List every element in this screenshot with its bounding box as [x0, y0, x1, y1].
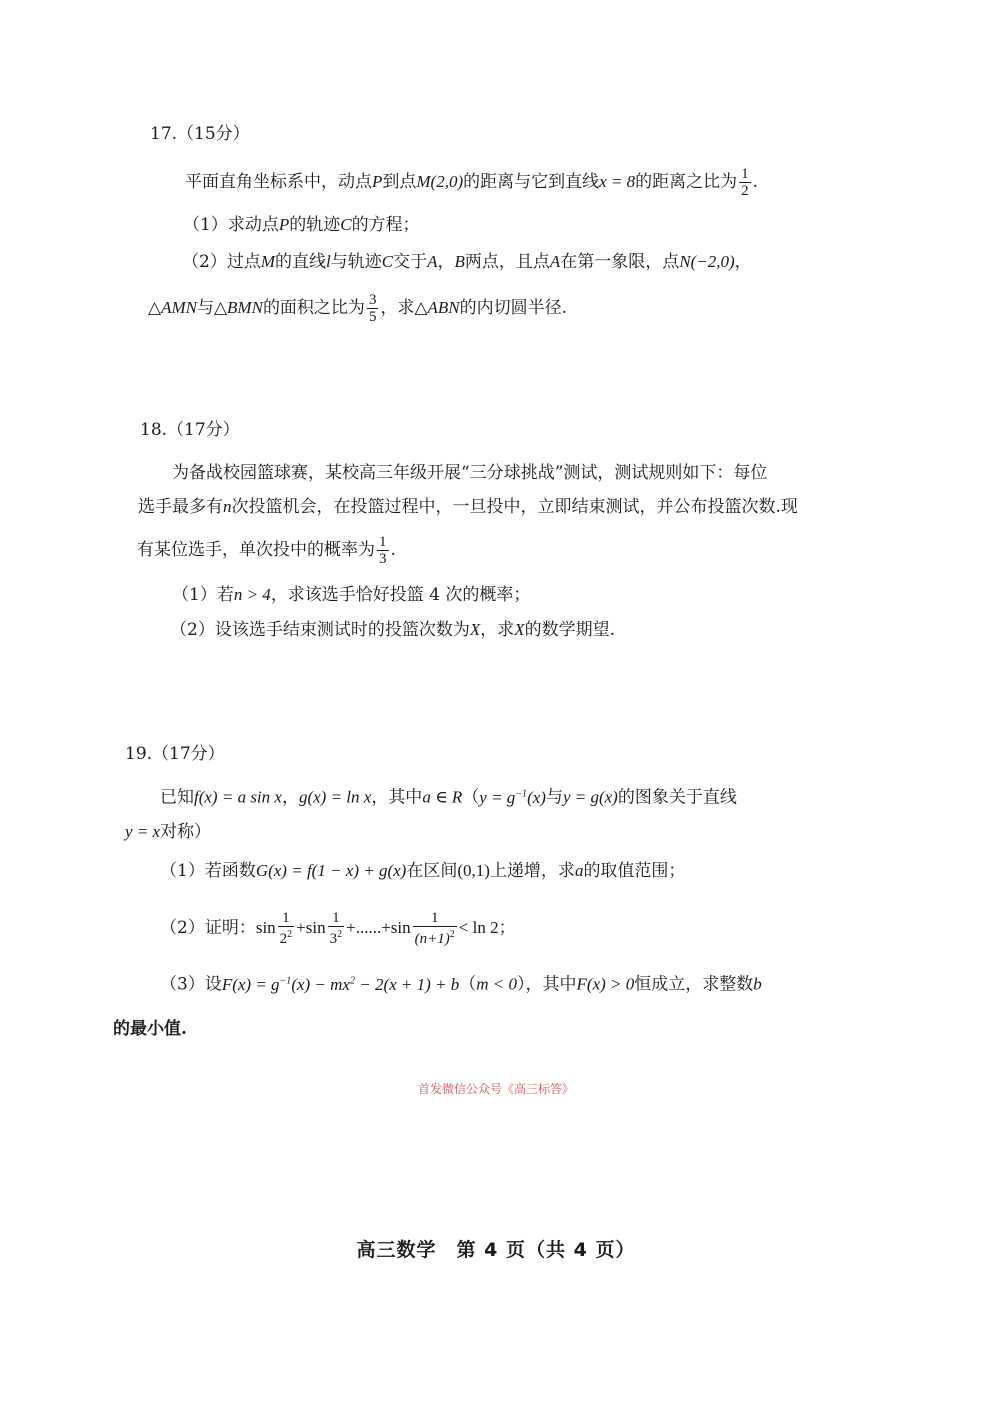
- q18-part1: [172, 583, 530, 607]
- text: 的取值范围；: [583, 861, 686, 881]
- text: 的数学期望.: [524, 620, 616, 640]
- text: （2）证明：: [160, 918, 256, 938]
- math-b: b: [753, 974, 762, 994]
- text: 的方程；: [351, 215, 420, 235]
- text: 到点: [382, 172, 417, 192]
- text: （3）设: [160, 974, 222, 995]
- text: （2）过点: [182, 252, 261, 272]
- watermark: 首发微信公众号《高三标答》: [417, 1082, 574, 1096]
- q19-line1: [160, 782, 737, 810]
- math-inverse: [479, 788, 546, 807]
- text: .: [390, 540, 396, 560]
- q17-heading: 17.（15分）: [150, 124, 250, 144]
- q17-part1: [183, 213, 420, 237]
- text: 的距离之比为: [635, 172, 738, 192]
- q19-part1: [160, 859, 685, 883]
- q17-part2: [182, 250, 752, 274]
- q18-line3: [137, 534, 396, 567]
- math-A: A: [427, 252, 438, 271]
- math-Fx: [222, 975, 459, 994]
- text: 的距离与它到直线: [463, 172, 600, 192]
- text: 已知: [160, 787, 194, 808]
- fraction-1-over-3-sq: [328, 910, 345, 947]
- plus-sign: +: [296, 918, 306, 937]
- text: 与轨迹: [330, 252, 382, 272]
- text: 平面直角坐标系中，动点: [185, 172, 372, 192]
- math-A: A: [549, 252, 561, 271]
- text: 选手最多有: [138, 497, 223, 517]
- text: ，: [281, 787, 299, 808]
- math-tri-bmn: △BMN: [213, 298, 263, 317]
- numerator: 1: [328, 910, 345, 927]
- math-C: C: [340, 215, 352, 234]
- text: 的图象关于直线: [617, 787, 737, 808]
- math-P: P: [372, 172, 383, 191]
- text: (x): [527, 787, 546, 807]
- text: （1）求动点: [183, 215, 279, 235]
- text: ），其中: [517, 974, 577, 995]
- superscript: 2: [287, 929, 293, 940]
- fraction-half: [739, 166, 751, 199]
- numerator: 1: [278, 910, 295, 927]
- text: ，求该选手恰好投篮 4 次的概率；: [270, 585, 531, 605]
- text: y = g: [479, 787, 516, 807]
- text: F(x) = g: [221, 974, 280, 994]
- text: ，求: [380, 298, 415, 318]
- den-base: 3: [329, 931, 338, 947]
- den-base: (n+1): [414, 931, 450, 947]
- text: 交于: [393, 252, 428, 272]
- q18-heading: 18.（17分）: [140, 420, 240, 440]
- numerator: 3: [368, 292, 377, 308]
- math-tri-amn: △AMN: [148, 298, 197, 317]
- math-y-eq-x: y = x: [125, 822, 161, 841]
- numerator: 1: [741, 166, 749, 182]
- math-lt-ln2: < ln 2: [458, 918, 499, 937]
- denominator: 2: [741, 183, 749, 199]
- text: （: [462, 787, 480, 808]
- fraction-1-over-2-sq: [278, 910, 295, 947]
- numerator: 1: [379, 534, 387, 550]
- text: 在第一象限，点: [560, 252, 680, 272]
- text: − 2(x + 1) + b: [354, 974, 460, 994]
- text: 的内切圆半径.: [459, 298, 568, 318]
- q18-line2: [138, 495, 798, 519]
- sin-label: sin: [305, 918, 326, 937]
- q19-last-line: 的最小值.: [113, 1019, 187, 1039]
- numerator: 1: [413, 910, 457, 927]
- sin-label: sin: [390, 918, 411, 937]
- denominator: [328, 927, 345, 947]
- q19-line2: [125, 820, 211, 844]
- text: .: [752, 172, 759, 192]
- denominator: 3: [379, 551, 387, 567]
- superscript: 2: [337, 929, 343, 940]
- text: ，: [437, 252, 455, 272]
- text: 的轨迹: [289, 215, 341, 235]
- text: (x) − mx: [291, 974, 350, 994]
- math-M: M(2,0): [416, 172, 464, 191]
- text: 上递增，求: [489, 861, 575, 881]
- math-l: l: [326, 252, 331, 271]
- text: 的直线: [275, 252, 326, 272]
- math-X: X: [514, 620, 525, 639]
- math-n: n: [223, 497, 232, 516]
- denominator: [413, 927, 457, 947]
- sin-label: sin: [255, 918, 276, 937]
- text: 次投篮机会，在投篮过程中，一旦投中，立即结束测试，并公布投篮次数.现: [231, 497, 798, 517]
- math-Gx: G(x) = f(1 − x) + g(x): [255, 861, 407, 880]
- superscript: −1: [279, 975, 292, 986]
- text: 的面积之比为: [262, 298, 365, 318]
- text: ，其中: [371, 787, 423, 808]
- superscript: −1: [515, 788, 528, 799]
- fraction-third: [377, 534, 389, 567]
- math-M: M: [260, 252, 275, 271]
- superscript: 2: [449, 929, 455, 940]
- math-a-in-R: a ∈ R: [422, 787, 463, 807]
- math-x8: x = 8: [599, 172, 636, 191]
- math-tri-abn: △ABN: [414, 298, 460, 317]
- fraction-three-fifths: [367, 292, 379, 325]
- text: 与: [196, 298, 214, 318]
- text: 两点，且点: [464, 252, 550, 272]
- denominator: [278, 927, 295, 947]
- q17-part2-cont: [148, 292, 567, 325]
- text: 在区间: [406, 861, 458, 881]
- text: （: [459, 974, 477, 995]
- math-X: X: [469, 620, 481, 639]
- fraction-1-over-n1-sq: [413, 910, 457, 947]
- text: （1）若: [172, 585, 234, 605]
- text: （2）设该选手结束测试时的投篮次数为: [170, 620, 470, 640]
- math-gx: g(x) = ln x: [298, 787, 372, 807]
- ellipsis: +......+: [346, 918, 391, 937]
- text: 与: [545, 787, 563, 808]
- q19-heading: 19.（17分）: [125, 744, 225, 764]
- q19-part3: [160, 969, 762, 997]
- text: 恒成立，求整数: [634, 974, 754, 995]
- math-F-positive: F(x) > 0: [576, 974, 635, 994]
- math-N: N(−2,0): [679, 252, 735, 271]
- denominator: 5: [368, 309, 377, 325]
- math-fx: f(x) = a sin x: [194, 787, 282, 807]
- text: 有某位选手，单次投中的概率为: [137, 540, 375, 560]
- math-interval: (0,1): [457, 861, 490, 880]
- text: ，: [734, 252, 752, 272]
- math-B: B: [454, 252, 465, 271]
- q18-part2: [170, 618, 615, 642]
- math-C: C: [381, 252, 394, 271]
- q17-stem: [185, 166, 758, 199]
- math-a: a: [574, 861, 584, 880]
- math-P: P: [278, 215, 290, 234]
- q18-line1: 为备战校园篮球赛，某校高三年级开展“三分球挑战”测试，测试规则如下：每位: [172, 463, 768, 483]
- math-m-lt-0: m < 0: [476, 974, 518, 994]
- page-footer: 高三数学 第 4 页（共 4 页）: [356, 1239, 636, 1261]
- text: 对称）: [160, 822, 212, 842]
- math-n-gt-4: n > 4: [233, 585, 271, 604]
- text: ；: [498, 918, 516, 938]
- math-y-gx: y = g(x): [562, 787, 618, 807]
- q19-part2: [160, 910, 516, 947]
- text: （1）若函数: [160, 861, 256, 881]
- den-base: 2: [279, 931, 288, 947]
- superscript: 2: [349, 975, 355, 986]
- text: ，求: [480, 620, 515, 640]
